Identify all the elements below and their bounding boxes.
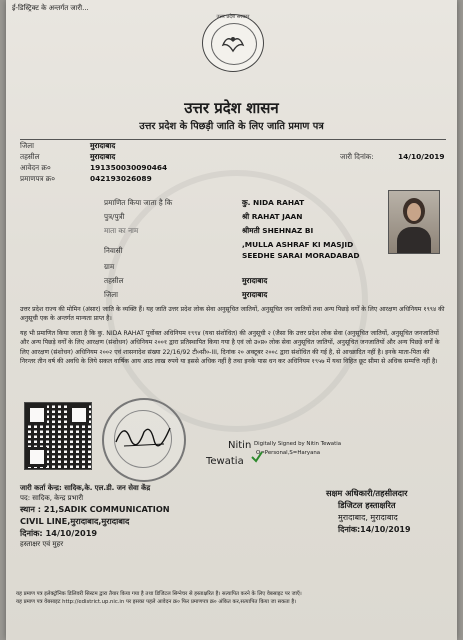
emblem-text: उत्तर प्रदेश सरकार <box>216 14 250 20</box>
holder-name: कु. NIDA RAHAT <box>242 198 305 207</box>
district-label: जिला <box>20 141 34 150</box>
digital-sign-note: Digitally Signed by Nitin Tewatia <box>254 441 342 447</box>
signature-scribble <box>114 420 174 450</box>
caste-paragraph: उत्तर प्रदेश राज्य की मोमिन (अंसार) जाति के व्यक्ति हैं। यह जाति उत्तर प्रदेश लोक सेवा अनुसूचित जातियों, अनुसूचित जन जातियों तथा अन्य पिछड़े वर्गों के लिए आरक्षण अधिनियम १९९४ की अनुसूची एक के अन्तर्गत मान्यता प्राप्त है। <box>20 306 445 323</box>
person-district-value: मुरादाबाद <box>242 290 268 299</box>
issuer-center: जारी कर्ता केन्द्र: सादिक,के. एल.डी. जन सेवा केंद्र <box>20 484 151 492</box>
issuer-post: पद: सादिक, केन्द्र प्रभारी <box>20 494 84 502</box>
document-subtitle: उत्तर प्रदेश के पिछड़ी जाति के लिए जाति प्रमाण पत्र <box>139 121 324 132</box>
issuer-place-2: CIVIL LINE,मुरादाबाद,मुरादाबाद <box>20 516 130 526</box>
footer-line-2: यह प्रमाण पत्र वेबसाइट http://edistrict.up.nic.in पर इसका पहले आवेदन क्र० फिर प्रमाणपत्र क्र० अंकित कर,सत्यापित किया जा सकता है। <box>16 599 297 605</box>
digital-sign-org: O=Personal,S=Haryana <box>256 450 321 456</box>
tehsil-value: मुरादाबाद <box>90 152 116 161</box>
certificate-label: प्रमाणपत्र क्र० <box>20 174 56 183</box>
application-label: आवेदन क्र० <box>20 163 51 172</box>
verified-check-icon <box>250 450 264 464</box>
father-name: श्री RAHAT JAAN <box>242 212 303 221</box>
officer-digital-sign: डिजिटल हस्ताक्षरित <box>338 500 396 510</box>
person-tehsil-label: तहसील <box>104 276 124 285</box>
digital-sign-name-1: Nitin <box>228 440 252 451</box>
district-value: मुरादाबाद <box>90 141 116 150</box>
holder-photo <box>388 190 440 254</box>
certificate-paper <box>6 0 457 640</box>
eligibility-paragraph: यह भी प्रमाणित किया जाता है कि कु. NIDA RAHAT पूर्वोक्त अधिनियम १९९४ (यथा संशोधित) की अनुसूची २ (जैसा कि उत्तर प्रदेश लोक सेवा (अनुसूचित जातियों, अनुसूचित जनजातियों और अन्य पिछड़े वर्गों के लिए आरक्षण (संशोधन) अधिनियम २००१ द्वारा प्रतिस्थापित किया गया है एवं जो उ०प्र० लोक सेवा अनुसूचित जातियों, अनुसूचित जनजातियों और अन्य पिछड़े वर्गों के लिए आरक्षण (संशोधन) अधिनियम २००२ एवं शासनादेश संख्या 22/16/92 टी०सी०-III, दिनांक २० अक्टूबर २००८ द्वारा संशोधित की गई है, से आच्छादित नहीं है। इनके माता-पिता की निरन्तर तीन वर्ष की अवधि के लिये सकल वार्षिक आय आठ लाख रुपये या इससे अधिक नहीं है तथा इनके पास धन कर अधिनियम १९५७ में यथा विहित छूट सीमा से अधिक सम्पत्ति नहीं है। <box>20 330 440 365</box>
mother-name: श्रीमती SHEHNAZ BI <box>242 226 314 235</box>
mother-label: माता का नाम <box>104 226 139 235</box>
issuer-place: स्थान : 21,SADIK COMMUNICATION <box>20 504 170 514</box>
issue-date-value: 14/10/2019 <box>398 152 445 161</box>
person-district-label: जिला <box>104 290 118 299</box>
officer-place: मुरादाबाद, मुरादाबाद <box>338 513 398 522</box>
issuer-date: दिनांक: 14/10/2019 <box>20 528 98 538</box>
certify-intro-label: प्रमाणित किया जाता है कि <box>104 198 173 207</box>
up-government-emblem <box>202 14 264 72</box>
digital-sign-name-2: Tewatia <box>206 456 244 467</box>
village-label: ग्राम <box>104 262 115 271</box>
top-note: ई-डिस्ट्रिक्ट के अन्तर्गत जारी... <box>12 4 89 12</box>
officer-date: दिनांक:14/10/2019 <box>338 525 411 534</box>
address-line-2: SEEDHE SARAI MORADABAD <box>242 251 360 260</box>
verification-footer <box>16 590 448 610</box>
relation-label: पुत्र/पुत्री <box>104 212 125 221</box>
address-line-1: ,MULLA ASHRAF KI MASJID <box>242 240 354 249</box>
issuer-sign-note: हस्ताक्षर एवं मुहर <box>20 540 64 548</box>
qr-code <box>24 402 92 470</box>
application-number: 191350030090464 <box>90 163 168 172</box>
issue-date-label: जारी दिनांक: <box>340 152 374 161</box>
certificate-number: 042193026089 <box>90 174 152 183</box>
person-tehsil-value: मुरादाबाद <box>242 276 268 285</box>
document-title: उत्तर प्रदेश शासन <box>184 99 279 117</box>
tehsil-label: तहसील <box>20 152 40 161</box>
watermark-emblem <box>106 170 368 432</box>
resident-label: निवासी <box>104 246 123 255</box>
footer-line-1: यह प्रमाण पत्र इलेक्ट्रॉनिक डिलिवरी सिस्टम द्वारा तैयार किया गया है तथा डिजिटल सिग्नेचर से हस्ताक्षरित है। सत्यापित करने के लिए वेबसाइट पर जाएँ। <box>16 591 302 597</box>
officer-title: सक्षम अधिकारी/तहसीलदार <box>326 488 408 498</box>
